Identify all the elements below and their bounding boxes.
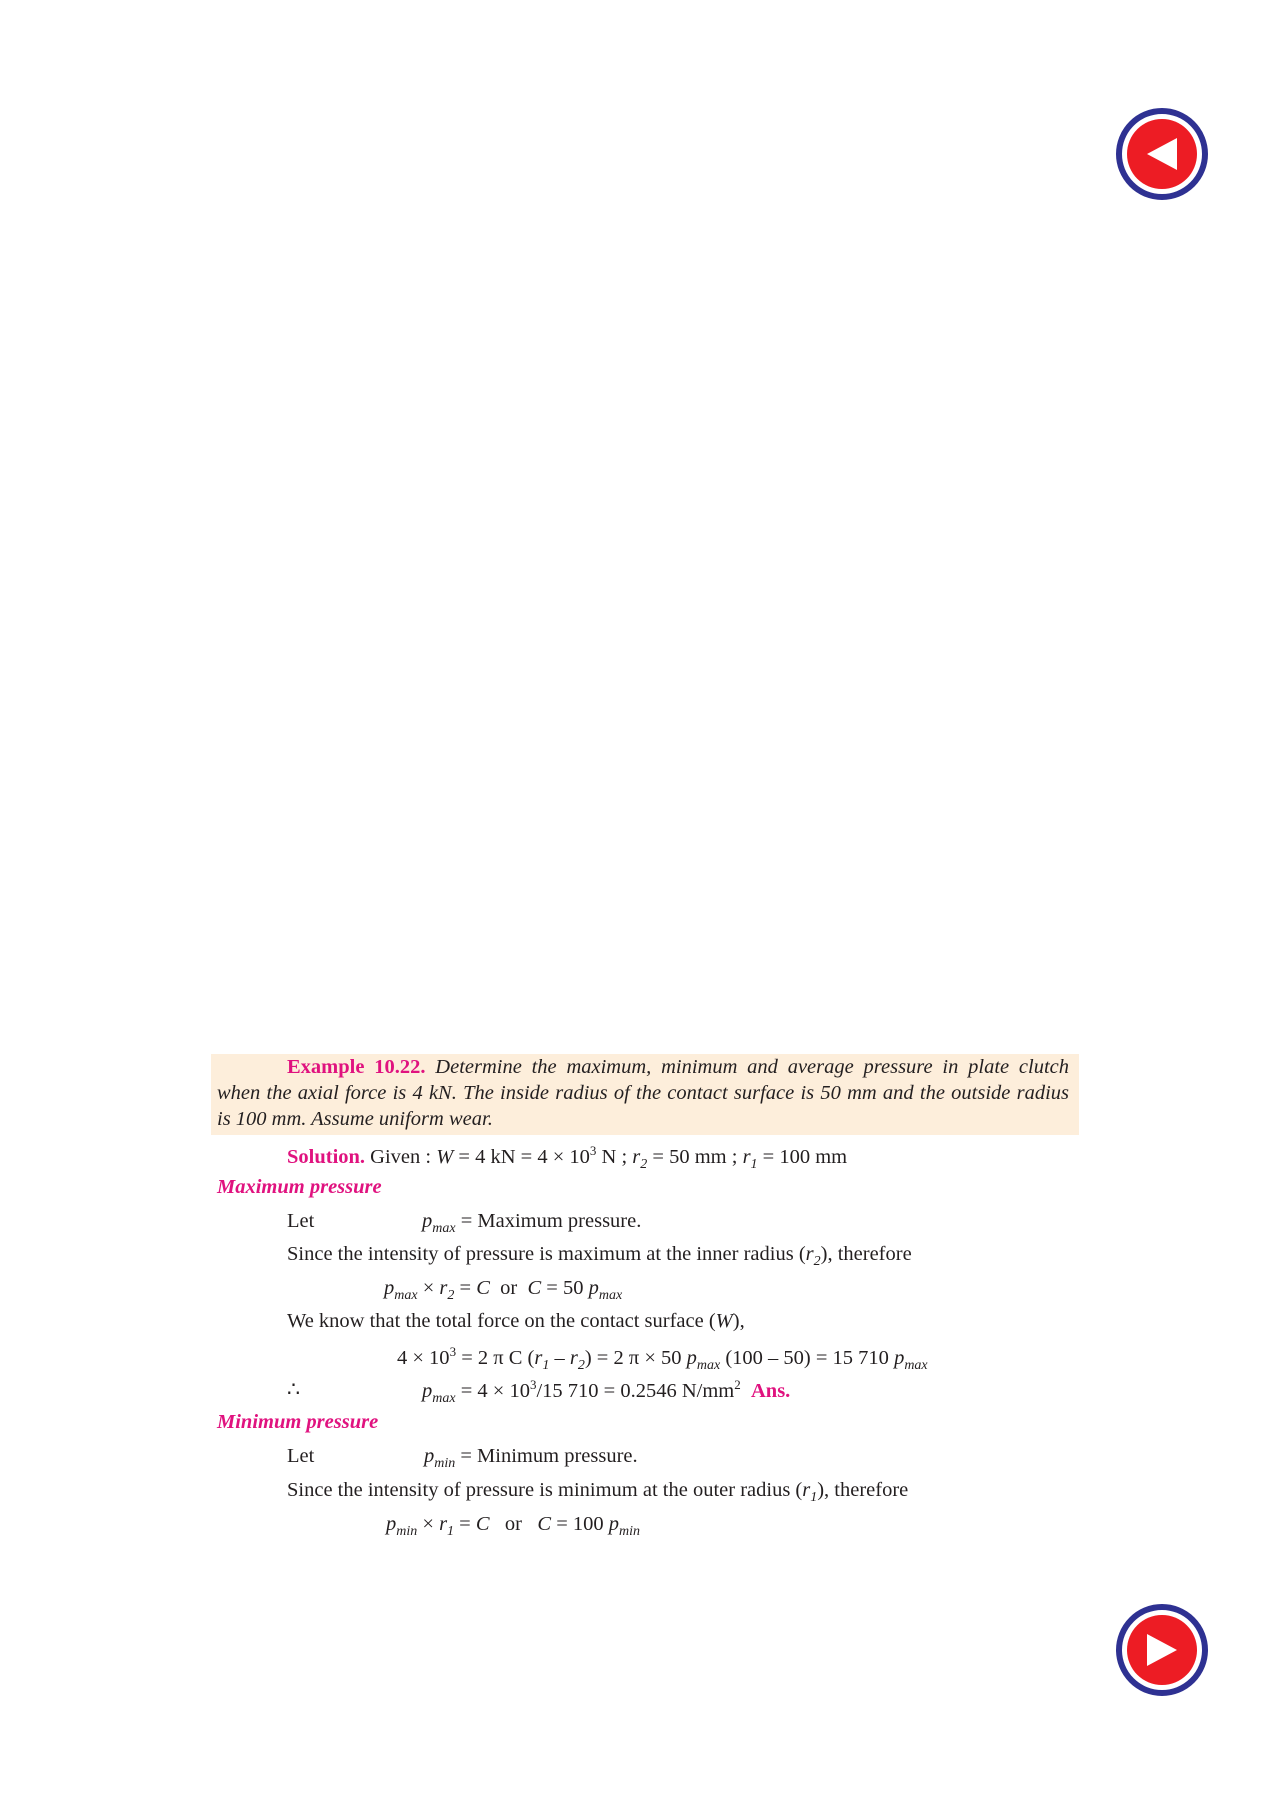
w-exponent: 3 xyxy=(589,1143,597,1158)
max-pressure-heading: Maximum pressure xyxy=(217,1176,382,1198)
var-c: C xyxy=(476,1277,490,1299)
max-definition xyxy=(422,1210,641,1237)
c-value: = 50 xyxy=(541,1277,589,1299)
var-r2: r xyxy=(569,1347,578,1369)
r-subscript: 1 xyxy=(810,1490,818,1505)
minus: – xyxy=(549,1347,570,1369)
next-page-button[interactable] xyxy=(1116,1604,1208,1696)
answer-label: Ans. xyxy=(750,1380,791,1402)
eq2-part-a: = 2 π C ( xyxy=(456,1347,535,1369)
example-line-2: when the axial force is 4 kN. The inside radius of the contact surface is 50 mm and the outside radius xyxy=(217,1082,1069,1104)
or-text: or xyxy=(489,1513,538,1535)
eq3-exponent: 3 xyxy=(529,1377,537,1392)
given-text: Given : xyxy=(370,1146,432,1168)
r2-subscript: 2 xyxy=(640,1157,648,1172)
r2-value: = 50 mm ; xyxy=(647,1146,743,1168)
solution-label: Solution. xyxy=(287,1146,366,1168)
max-equation-2 xyxy=(397,1344,928,1374)
equals: = xyxy=(454,1513,476,1535)
r1-subscript: 1 xyxy=(750,1157,758,1172)
r2-subscript: 2 xyxy=(577,1358,585,1373)
min-subscript: min xyxy=(619,1524,640,1539)
min-pressure-heading: Minimum pressure xyxy=(217,1411,379,1433)
example-text-1: Determine the maximum, minimum and average pressure in plate clutch xyxy=(435,1056,1070,1078)
previous-button-fill xyxy=(1127,119,1197,189)
var-p: p xyxy=(422,1380,433,1402)
min-subscript: min xyxy=(396,1524,418,1539)
previous-page-button[interactable] xyxy=(1116,108,1208,200)
max-subscript: max xyxy=(394,1288,418,1303)
eq2-part-b: ) = 2 π × 50 xyxy=(584,1347,687,1369)
var-r: r xyxy=(805,1243,814,1265)
w-value: = 4 kN = 4 × 10 xyxy=(453,1146,590,1168)
eq3-exponent-2: 2 xyxy=(734,1377,741,1392)
max-subscript: max xyxy=(432,1221,456,1236)
since-end: ), therefore xyxy=(817,1479,909,1501)
var-p: p xyxy=(686,1347,697,1369)
r1-subscript: 1 xyxy=(542,1358,550,1373)
max-subscript: max xyxy=(598,1288,623,1303)
w-unit: N ; xyxy=(596,1146,633,1168)
min-definition xyxy=(424,1445,638,1472)
var-p: p xyxy=(424,1445,435,1467)
min-equation xyxy=(386,1513,640,1540)
eq2-exponent: 3 xyxy=(449,1344,457,1359)
var-r: r xyxy=(439,1277,448,1299)
max-subscript: max xyxy=(432,1391,456,1406)
eq3-part-b: /15 710 = 0.2546 N/mm xyxy=(536,1380,735,1402)
var-r1: r xyxy=(534,1347,543,1369)
max-since-line xyxy=(287,1243,912,1270)
r-subscript: 1 xyxy=(447,1524,455,1539)
min-def-text: = Minimum pressure. xyxy=(455,1445,638,1467)
min-subscript: min xyxy=(434,1456,456,1471)
solution-line xyxy=(287,1143,847,1173)
since-text: Since the intensity of pressure is minimum at the outer radius ( xyxy=(287,1479,803,1501)
var-p: p xyxy=(386,1513,397,1535)
know-line xyxy=(287,1310,745,1333)
example-label: Example 10.22. xyxy=(287,1056,426,1078)
r1-value: = 100 mm xyxy=(757,1146,848,1168)
therefore-symbol: ∴ xyxy=(287,1379,301,1401)
max-result xyxy=(422,1377,790,1407)
since-text: Since the intensity of pressure is maximum at the inner radius ( xyxy=(287,1243,806,1265)
var-p: p xyxy=(384,1277,395,1299)
var-c: C xyxy=(537,1513,552,1535)
var-p: p xyxy=(894,1347,905,1369)
var-r: r xyxy=(439,1513,448,1535)
example-line-1 xyxy=(217,1056,1069,1079)
var-r: r xyxy=(802,1479,811,1501)
next-button-fill xyxy=(1127,1615,1197,1685)
eq2-part-c: (100 – 50) = 15 710 xyxy=(720,1347,895,1369)
r-subscript: 2 xyxy=(447,1288,455,1303)
c-value: = 100 xyxy=(551,1513,609,1535)
times: × xyxy=(417,1277,440,1299)
know-text: We know that the total force on the contact surface ( xyxy=(287,1310,716,1332)
min-let: Let xyxy=(287,1445,315,1467)
eq3-part-a: = 4 × 10 xyxy=(455,1380,530,1402)
var-p: p xyxy=(422,1210,433,1232)
var-w: W xyxy=(436,1146,454,1168)
max-let: Let xyxy=(287,1210,315,1232)
max-def-text: = Maximum pressure. xyxy=(455,1210,642,1232)
right-arrow-icon xyxy=(1127,1615,1197,1685)
or-text: or xyxy=(489,1277,528,1299)
left-arrow-icon xyxy=(1127,119,1197,189)
know-end: ), xyxy=(732,1310,745,1332)
var-w: W xyxy=(715,1310,733,1332)
var-r2: r xyxy=(632,1146,641,1168)
var-c: C xyxy=(475,1513,490,1535)
max-subscript: max xyxy=(904,1358,928,1373)
var-c: C xyxy=(527,1277,542,1299)
equals: = xyxy=(454,1277,477,1299)
max-subscript: max xyxy=(696,1358,721,1373)
eq2-lhs: 4 × 10 xyxy=(397,1347,450,1369)
r-subscript: 2 xyxy=(813,1254,821,1269)
times: × xyxy=(417,1513,440,1535)
max-equation-1 xyxy=(384,1277,622,1304)
var-p: p xyxy=(608,1513,619,1535)
example-line-3: is 100 mm. Assume uniform wear. xyxy=(217,1108,493,1130)
since-end: ), therefore xyxy=(820,1243,912,1265)
var-r1: r xyxy=(742,1146,751,1168)
var-p: p xyxy=(588,1277,599,1299)
min-since-line xyxy=(287,1479,908,1506)
